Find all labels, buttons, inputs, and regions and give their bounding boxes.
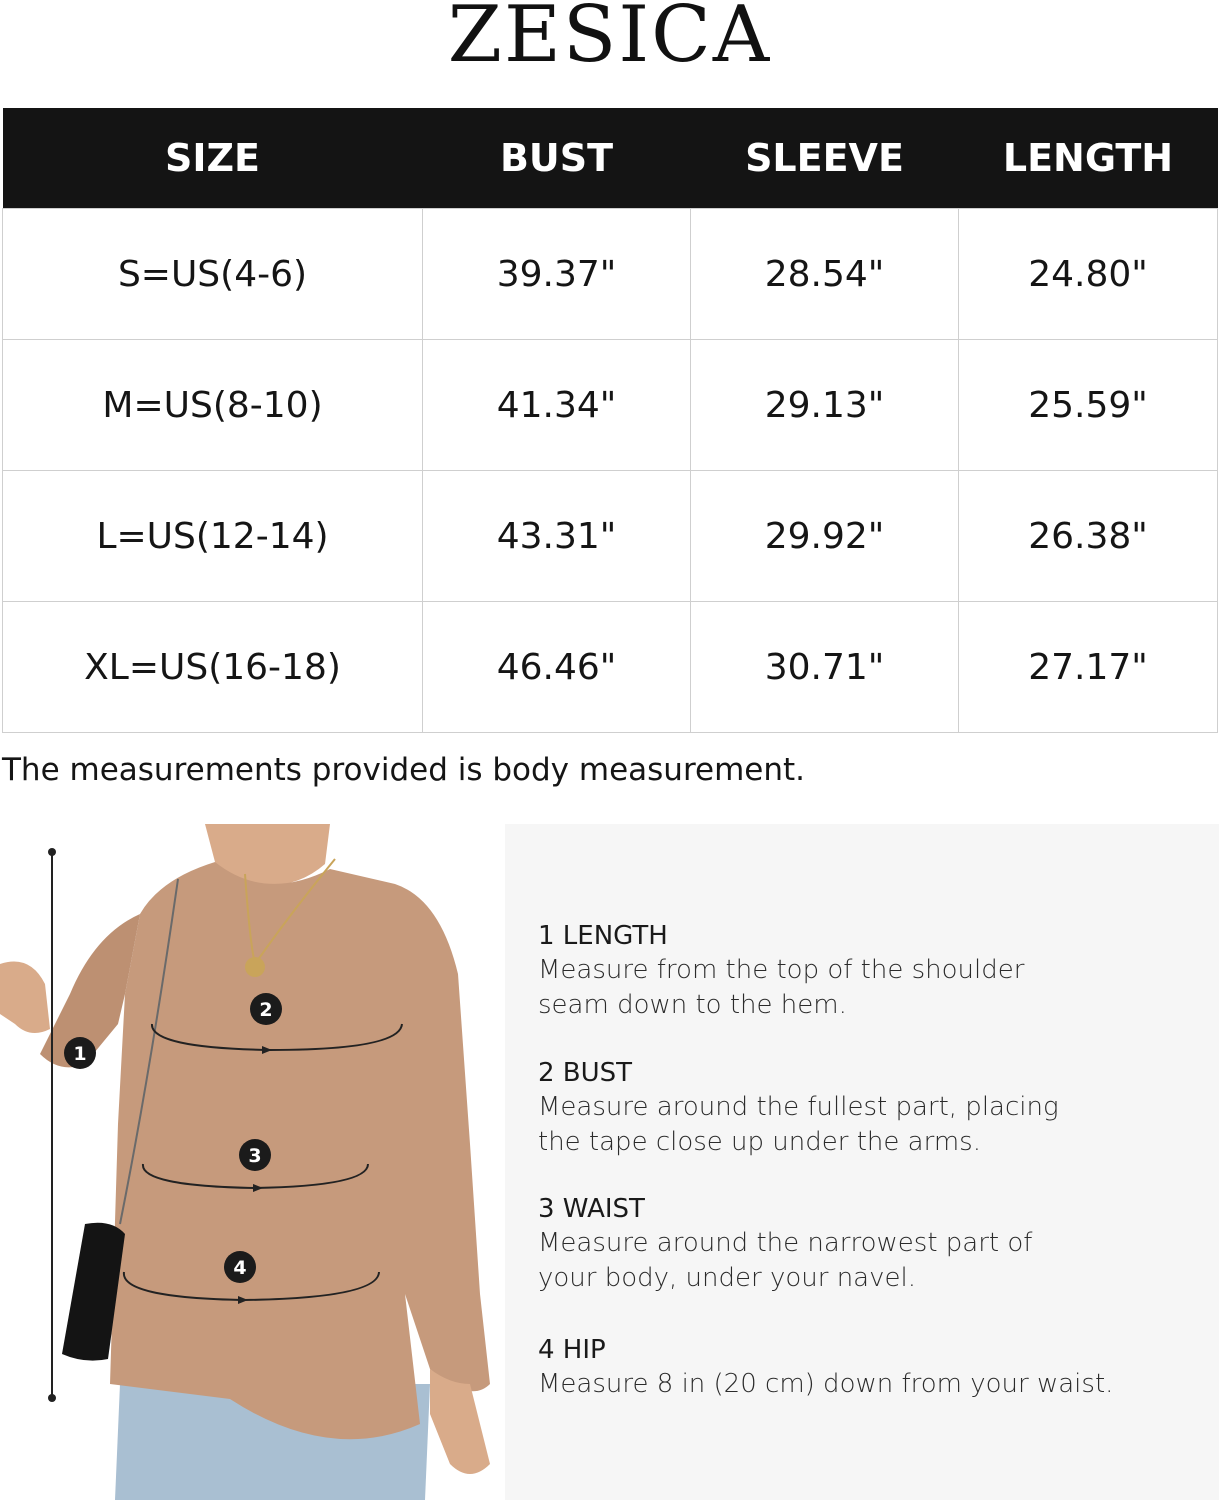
guide-bust-desc-2: the tape close up under the arms. xyxy=(538,1127,981,1157)
guide-waist-title: 3 WAIST xyxy=(538,1194,645,1224)
cell-bust: 41.34" xyxy=(423,340,691,471)
guide-hip xyxy=(538,1333,1198,1402)
table-row xyxy=(3,209,1218,340)
cell-sleeve: 29.92" xyxy=(691,471,959,602)
measurement-guide-panel xyxy=(505,824,1219,1500)
guide-length-title: 1 LENGTH xyxy=(538,921,668,951)
table-row xyxy=(3,602,1218,733)
header-bust: BUST xyxy=(423,108,691,209)
cell-size: L=US(12-14) xyxy=(3,471,423,602)
guide-waist-desc-1: Measure around the narrowest part of xyxy=(538,1228,1033,1258)
cell-bust: 46.46" xyxy=(423,602,691,733)
guide-bust xyxy=(538,1056,1198,1160)
cell-bust: 43.31" xyxy=(423,471,691,602)
guide-waist xyxy=(538,1192,1198,1296)
cell-size: M=US(8-10) xyxy=(3,340,423,471)
cell-length: 24.80" xyxy=(959,209,1218,340)
model-illustration xyxy=(0,824,505,1500)
guide-waist-desc-2: your body, under your navel. xyxy=(538,1263,916,1293)
cell-bust: 39.37" xyxy=(423,209,691,340)
guide-bust-title: 2 BUST xyxy=(538,1058,633,1088)
header-size: SIZE xyxy=(3,108,423,209)
measurement-note: The measurements provided is body measurement. xyxy=(2,752,806,788)
brand-logo: ZESICA xyxy=(447,0,772,80)
header-length: LENGTH xyxy=(959,108,1218,209)
marker-4-label: 4 xyxy=(233,1257,247,1279)
guide-length-desc-2: seam down to the hem. xyxy=(538,990,847,1020)
cell-length: 27.17" xyxy=(959,602,1218,733)
pendant xyxy=(245,957,265,977)
guide-length xyxy=(538,919,1198,1023)
cell-size: S=US(4-6) xyxy=(3,209,423,340)
cell-size: XL=US(16-18) xyxy=(3,602,423,733)
marker-2-label: 2 xyxy=(259,999,273,1021)
guide-bust-desc-1: Measure around the fullest part, placing xyxy=(538,1092,1059,1122)
guide-hip-desc-1: Measure 8 in (20 cm) down from your waist. xyxy=(538,1369,1114,1399)
model-figure xyxy=(0,824,505,1500)
marker-3-label: 3 xyxy=(248,1145,262,1167)
cell-sleeve: 28.54" xyxy=(691,209,959,340)
size-chart-table xyxy=(2,108,1218,733)
table-header-row xyxy=(3,108,1218,209)
table-row xyxy=(3,340,1218,471)
marker-4 xyxy=(224,1251,256,1283)
marker-3 xyxy=(239,1139,271,1171)
marker-2 xyxy=(250,993,282,1025)
cell-sleeve: 29.13" xyxy=(691,340,959,471)
cell-length: 26.38" xyxy=(959,471,1218,602)
marker-1 xyxy=(64,1037,96,1069)
header-sleeve: SLEEVE xyxy=(691,108,959,209)
cell-length: 25.59" xyxy=(959,340,1218,471)
guide-hip-title: 4 HIP xyxy=(538,1335,606,1365)
cell-sleeve: 30.71" xyxy=(691,602,959,733)
marker-1-label: 1 xyxy=(73,1043,87,1065)
length-line-top xyxy=(48,848,56,856)
table-row xyxy=(3,471,1218,602)
length-line-bottom xyxy=(48,1394,56,1402)
guide-length-desc-1: Measure from the top of the shoulder xyxy=(538,955,1025,985)
left-hand xyxy=(0,962,50,1034)
